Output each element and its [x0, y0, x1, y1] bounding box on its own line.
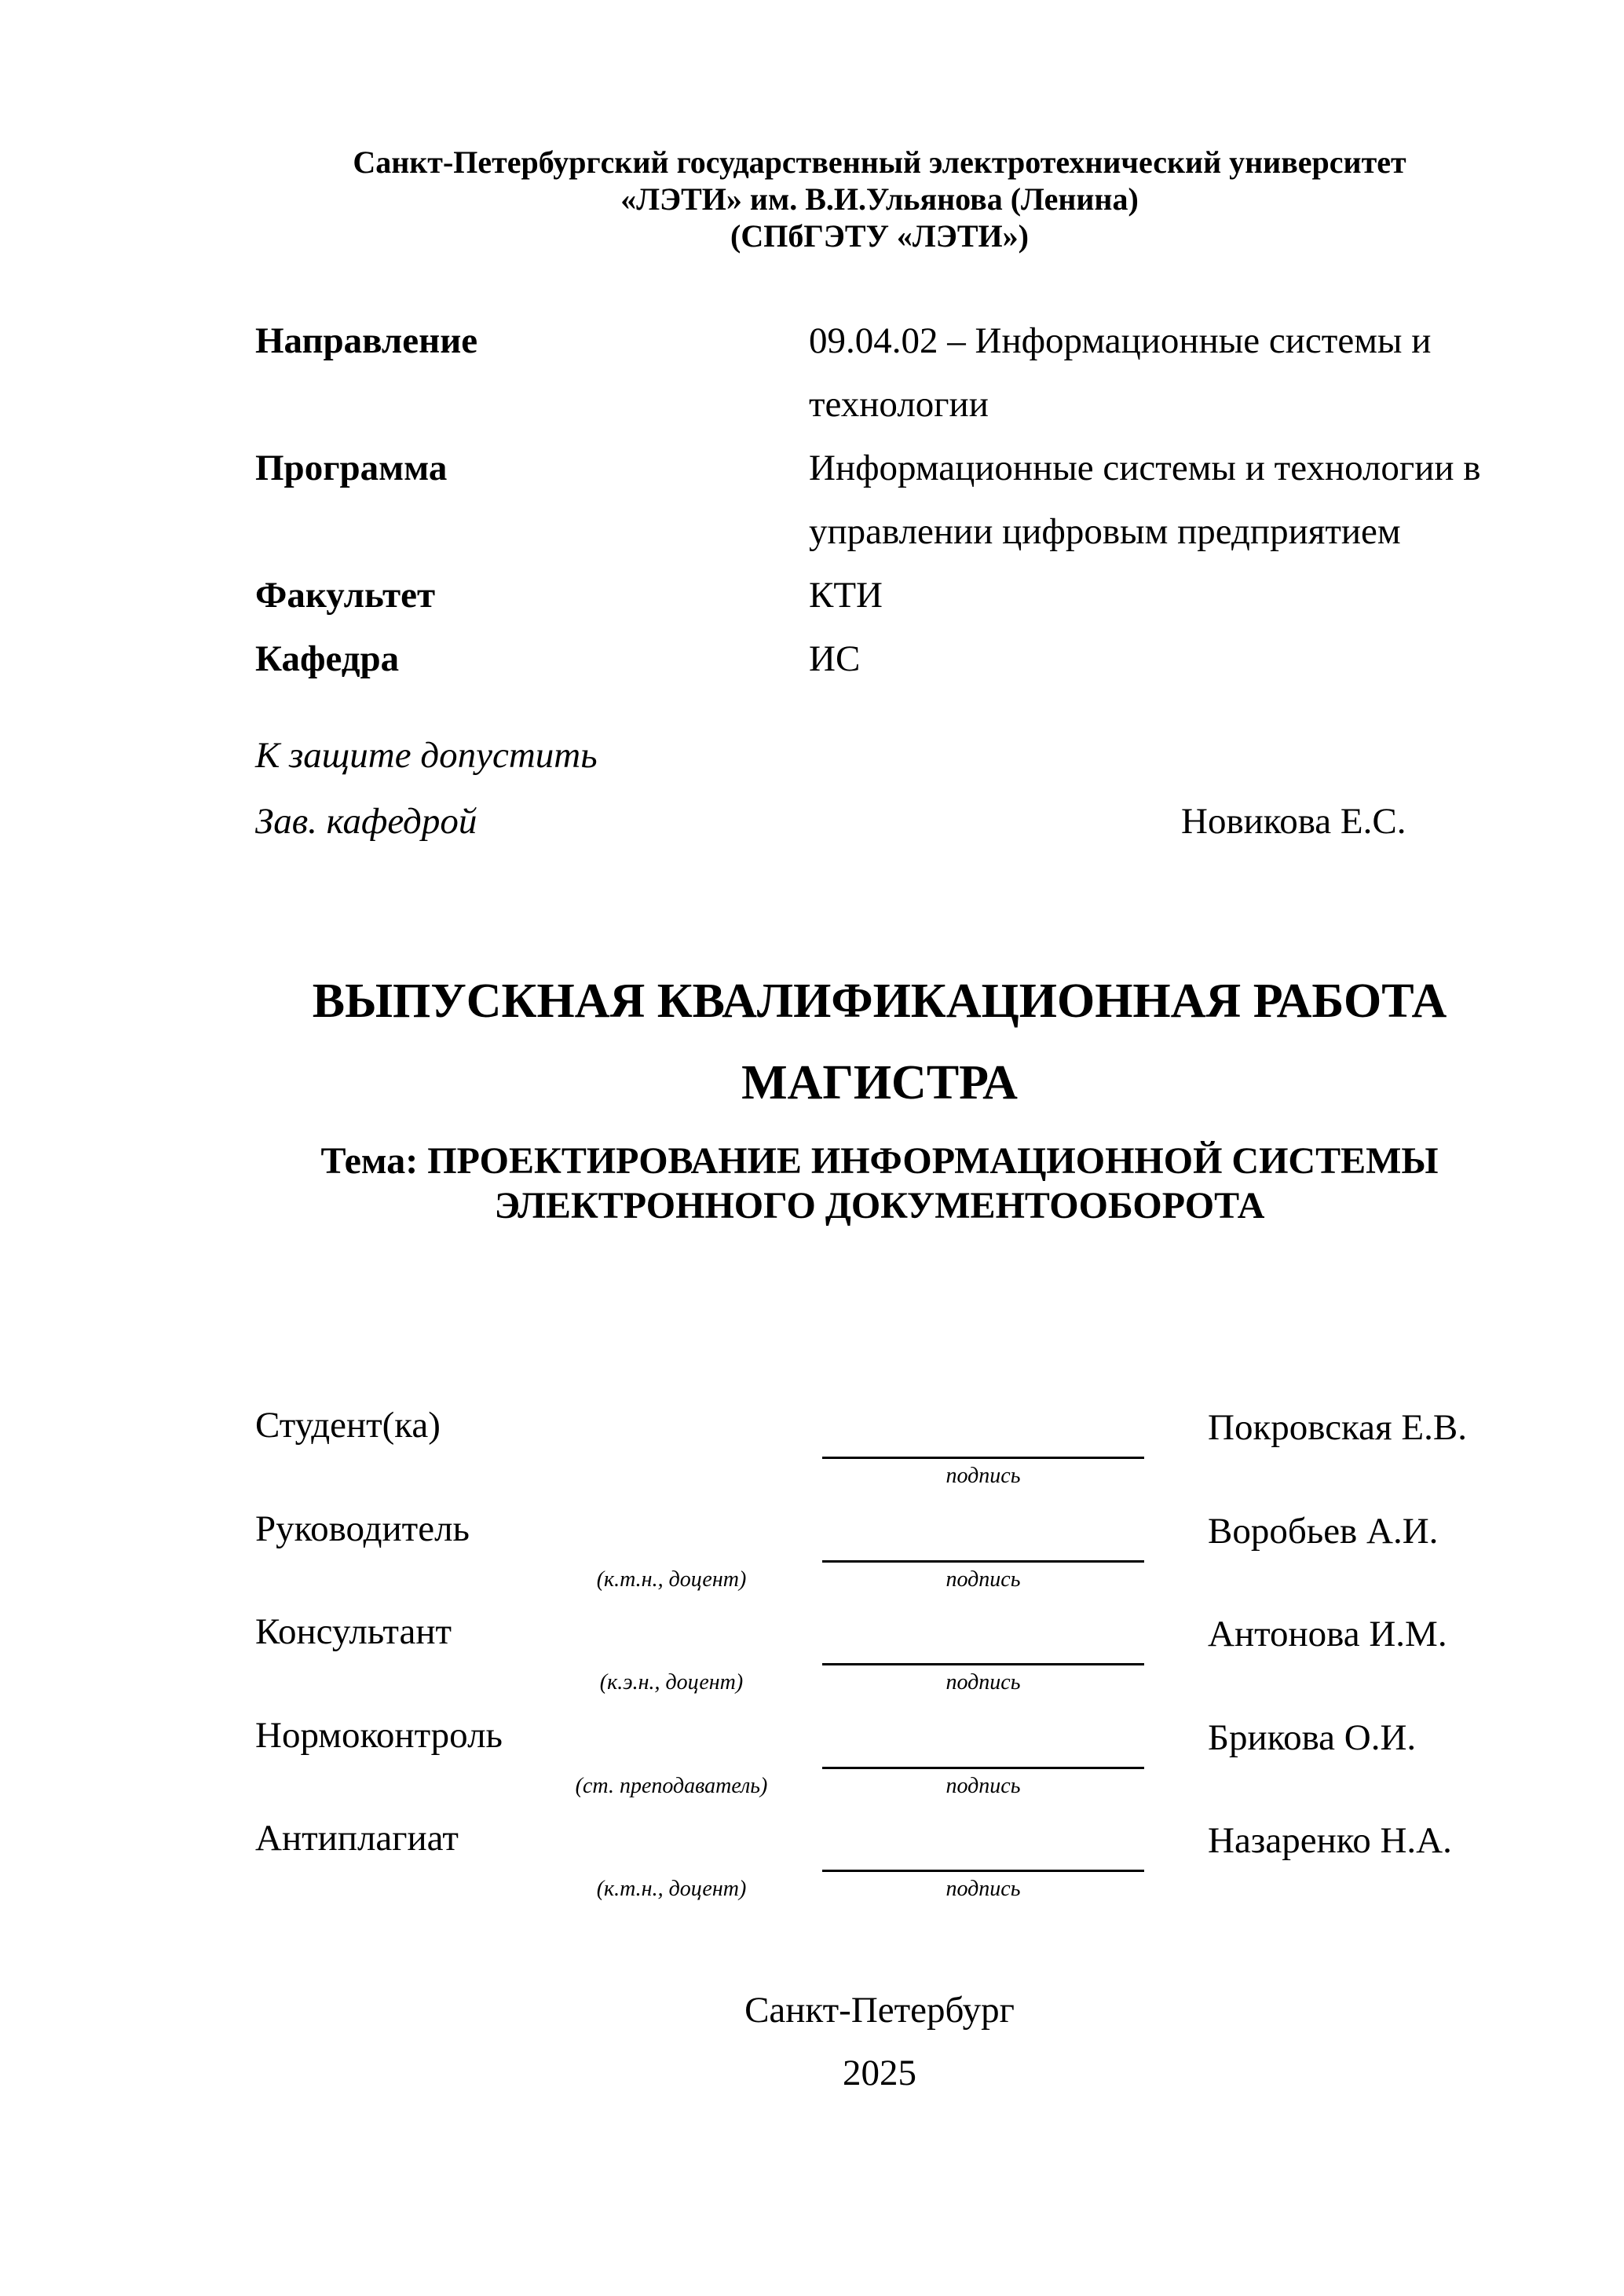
- program-value: Информационные системы и технологии в управлении цифровым предприятием: [809, 448, 1481, 552]
- signature-name: Брикова О.И.: [1208, 1717, 1417, 1758]
- university-abbreviation: (СПбГЭТУ «ЛЭТИ»): [730, 218, 1029, 254]
- signature-qualification: (к.т.н., доцент): [596, 1877, 747, 1901]
- signature-caption: подпись: [946, 1464, 1021, 1488]
- signature-line: [822, 1508, 1144, 1563]
- signature-role: Студент(ка): [255, 1405, 441, 1446]
- signature-name: Покровская Е.В.: [1208, 1407, 1467, 1448]
- year-label: 2025: [843, 2053, 916, 2093]
- document-footer: [255, 1979, 1504, 2104]
- signature-qualification: (к.т.н., доцент): [596, 1567, 747, 1592]
- signature-qualification: (к.э.н., доцент): [599, 1670, 744, 1695]
- signature-caption: подпись: [946, 1774, 1021, 1798]
- thesis-title-line1: ВЫПУСКНАЯ КВАЛИФИКАЦИОННАЯ РАБОТА: [312, 974, 1447, 1028]
- university-name: Санкт-Петербургский государственный электротехнический университет: [353, 144, 1406, 180]
- signature-role: Консультант: [255, 1611, 452, 1652]
- department-head-line: [255, 788, 1504, 854]
- faculty-label: Факультет: [255, 575, 436, 616]
- faculty-value: КТИ: [809, 575, 883, 616]
- approval-block: [255, 722, 1504, 854]
- program-info-table: [255, 309, 1504, 691]
- department-head-label: Зав. кафедрой: [255, 801, 477, 842]
- department-head-name: Новикова Е.С.: [1181, 801, 1406, 842]
- signature-caption: подпись: [946, 1670, 1021, 1695]
- signature-line: [822, 1404, 1144, 1459]
- signature-role: Антиплагиат: [255, 1818, 459, 1859]
- signature-name: Антонова И.М.: [1208, 1614, 1447, 1654]
- signature-line: [822, 1714, 1144, 1769]
- signature-line: [822, 1817, 1144, 1872]
- signature-row-consultant: [255, 1610, 1504, 1705]
- university-name-line2: «ЛЭТИ» им. В.И.Ульянова (Ленина): [620, 181, 1139, 217]
- department-label: Кафедра: [255, 638, 400, 679]
- info-row-faculty: [255, 564, 1504, 627]
- direction-label: Направление: [255, 320, 478, 361]
- university-header: [255, 144, 1504, 254]
- signature-row-supervisor: [255, 1508, 1504, 1602]
- signature-row-student: [255, 1404, 1504, 1498]
- signature-block: [255, 1404, 1504, 1938]
- department-value: ИС: [809, 638, 861, 679]
- admit-to-defense-line: К защите допустить: [255, 735, 598, 776]
- direction-value: 09.04.02 – Информационные системы и технологии: [809, 320, 1432, 425]
- program-label: Программа: [255, 448, 448, 488]
- signature-role: Руководитель: [255, 1508, 470, 1549]
- thesis-topic: Тема: ПРОЕКТИРОВАНИЕ ИНФОРМАЦИОННОЙ СИСТЕМЫ ЭЛЕКТРОННОГО ДОКУМЕНТООБОРОТА: [320, 1140, 1439, 1227]
- thesis-title-line2: МАГИСТРА: [741, 1056, 1018, 1110]
- info-row-direction: [255, 309, 1504, 437]
- signature-caption: подпись: [946, 1877, 1021, 1901]
- city-label: Санкт-Петербург: [744, 1990, 1015, 2031]
- signature-role: Нормоконтроль: [255, 1715, 503, 1756]
- signature-row-norm-control: [255, 1714, 1504, 1808]
- info-row-department: [255, 627, 1504, 691]
- signature-row-antiplagiarism: [255, 1817, 1504, 1911]
- signature-name: Назаренко Н.А.: [1208, 1820, 1452, 1861]
- thesis-title-block: [255, 960, 1504, 1228]
- signature-line: [822, 1610, 1144, 1665]
- signature-caption: подпись: [946, 1567, 1021, 1592]
- info-row-program: [255, 437, 1504, 564]
- signature-name: Воробьев А.И.: [1208, 1511, 1439, 1552]
- signature-qualification: (ст. преподаватель): [575, 1774, 768, 1798]
